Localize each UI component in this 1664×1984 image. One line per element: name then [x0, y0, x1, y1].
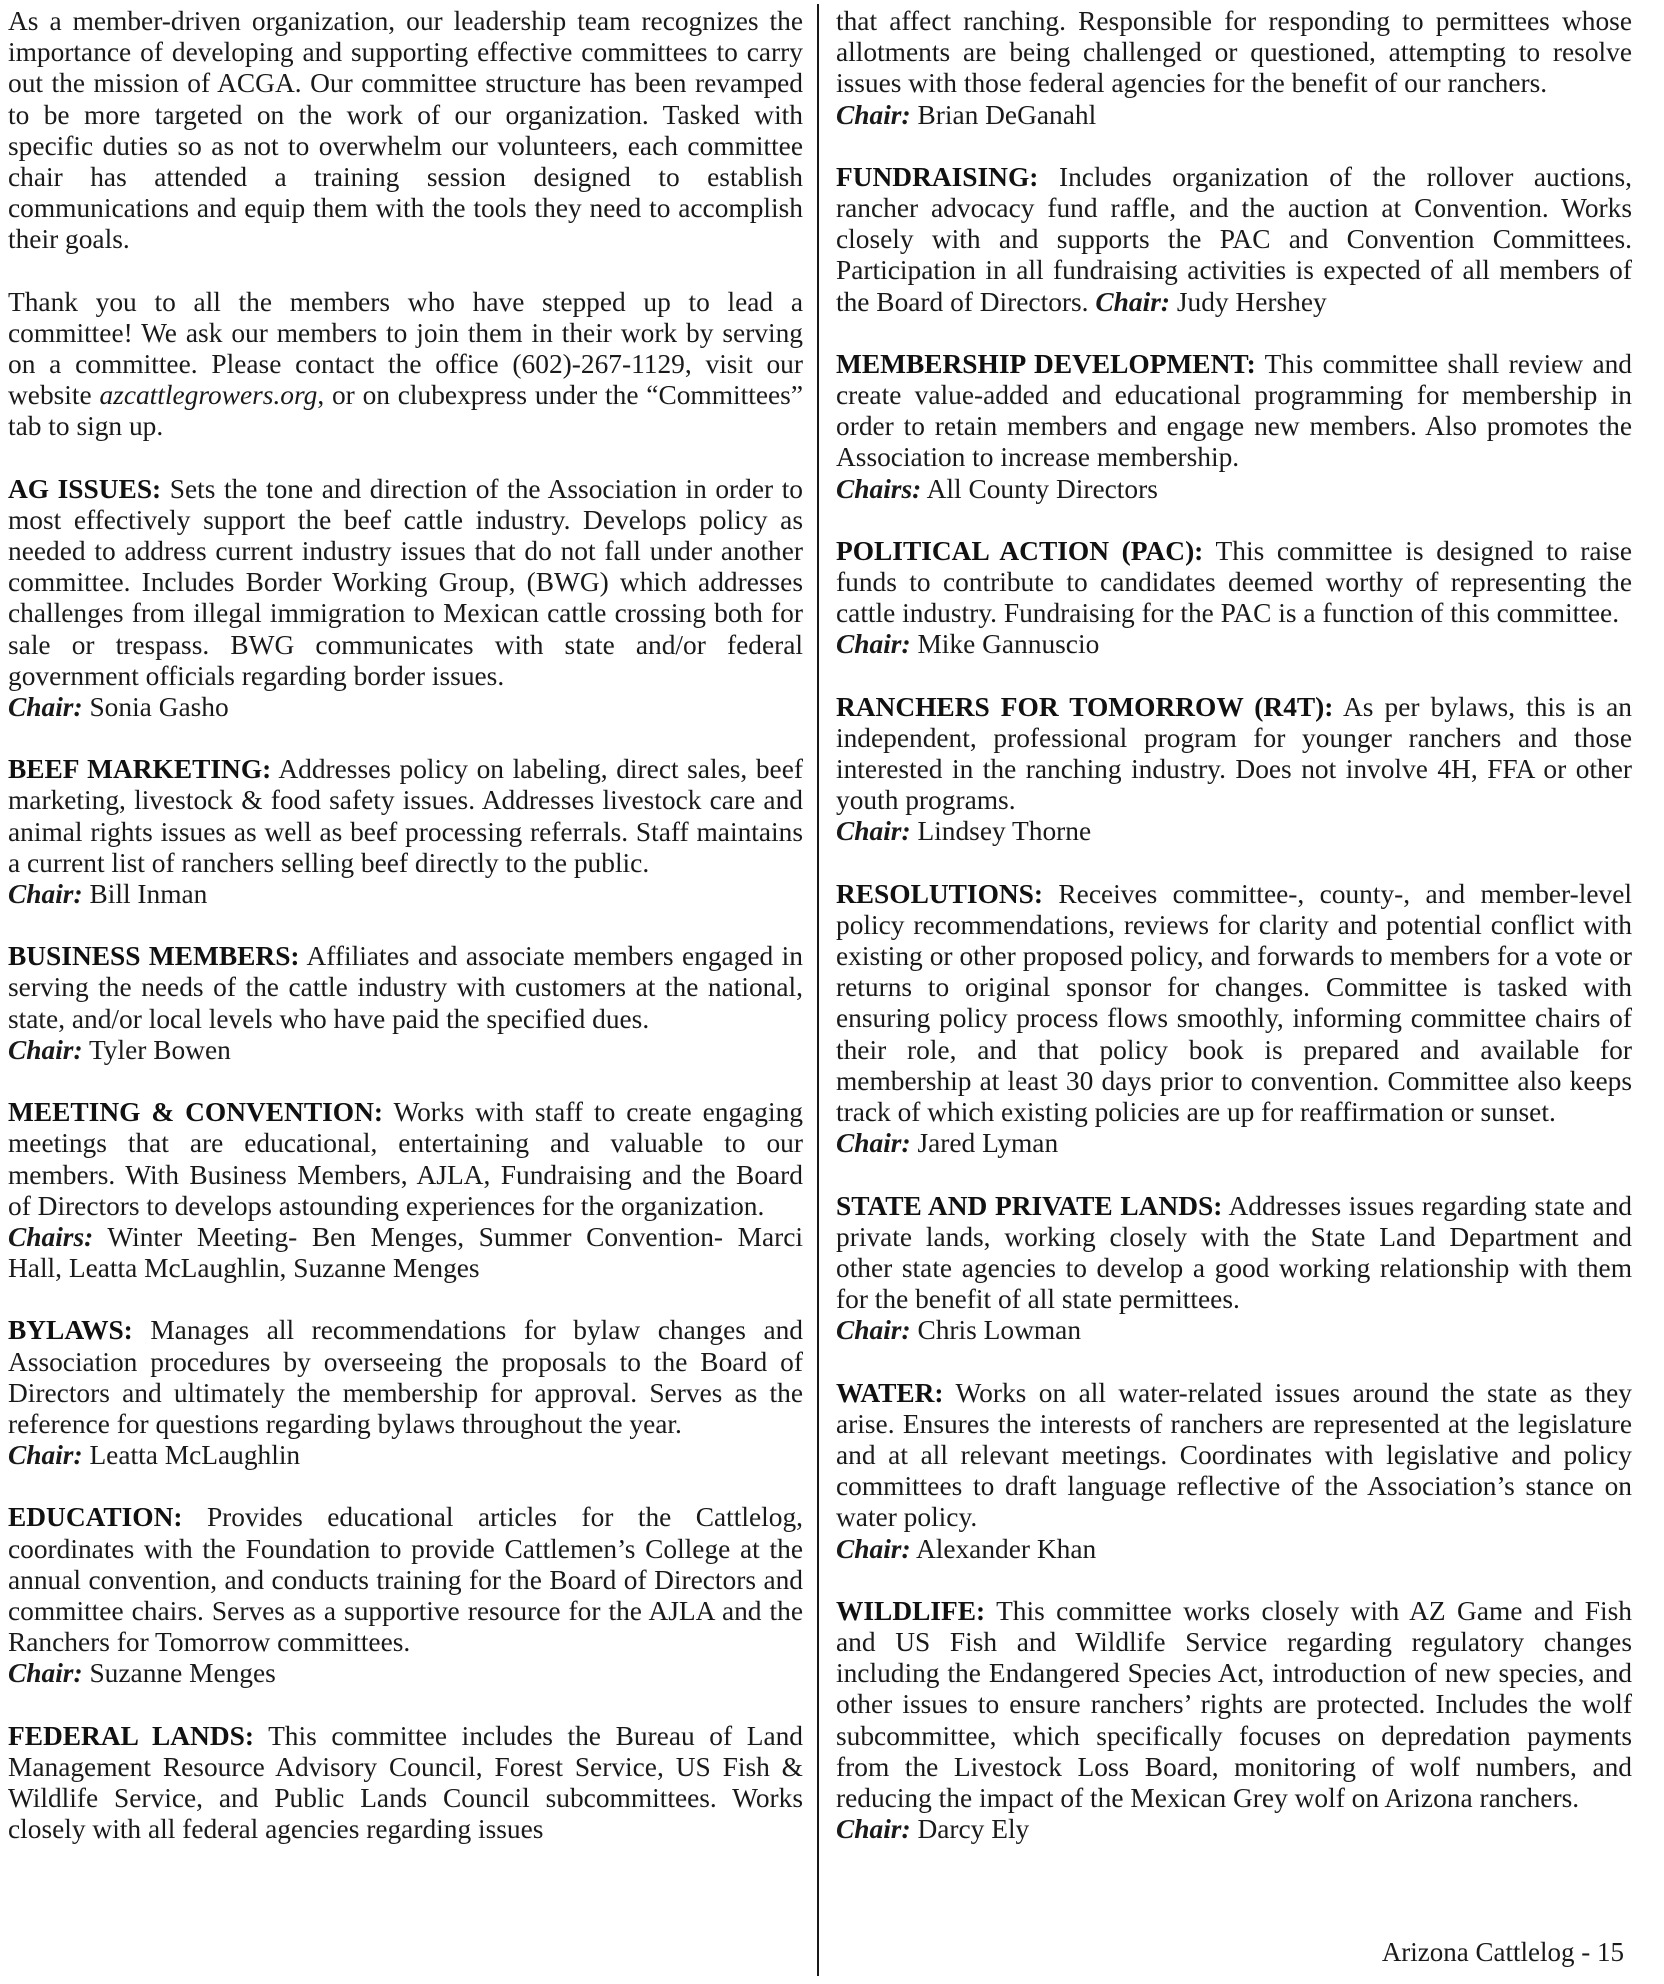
- committee-description: Sets the tone and direction of the Association in order to most effectively support the beef cattle industry. Develops policy as needed to address current industry issues that do not fall under another committee. Includes Border Working Group, (BWG) which addresses challenges from illegal immigration to Mexican cattle crossing both for sale or trespass. BWG communicates with state and/or federal government officials regarding border issues.: [8, 473, 804, 691]
- committee-chair: Chair: Brian DeGanahl: [836, 99, 1097, 130]
- committee-description: This committee works closely with AZ Game and Fish and US Fish and Wildlife Service regarding regulatory changes including the Endangered Species Act, introduction of new species, and other issues to ensure ranchers’ rights are protected. Includes the wolf subcommittee, which specifically focuses on depredation payments from the Livestock Loss Board, monitoring of wolf numbers, and reducing the impact of the Mexican Grey wolf on Arizona ranchers.: [836, 1595, 1633, 1813]
- committee-heading: POLITICAL ACTION (PAC):: [836, 535, 1204, 566]
- committee-chair: Chair: Mike Gannuscio: [836, 629, 1100, 660]
- committee-education: [8, 1502, 803, 1689]
- committee-chair: Chairs: Winter Meeting- Ben Menges, Summer Convention- Marci Hall, Leatta McLaughlin, Suzanne Menges: [8, 1221, 803, 1284]
- committee-water: [836, 1378, 1632, 1565]
- page-footer: Arizona Cattlelog - 15: [1381, 1937, 1624, 1967]
- committee-federal-lands-part1: [8, 1721, 803, 1846]
- committee-description: Works on all water-related issues around the state as they arise. Ensures the interests of ranchers are represented at the legislature and at all relevant meetings. Coordinates with legislative and policy committees to draft language reflective of the Association’s stance on water policy.: [836, 1377, 1632, 1533]
- committee-heading: WATER:: [836, 1377, 944, 1408]
- committee-heading: BEEF MARKETING:: [8, 754, 272, 785]
- committee-heading: MEETING & CONVENTION:: [8, 1097, 383, 1128]
- committee-chair: Chair: Bill Inman: [8, 879, 208, 910]
- committee-resolutions: [836, 879, 1632, 1160]
- committee-description: This committee shall review and create value-added and educational programming for membership in order to retain members and engage new members. Also promotes the Association to increase membership.: [836, 348, 1632, 473]
- committee-description: Includes organization of the rollover auctions, rancher advocacy fund raffle, and the auction at Convention. Works closely with and supports the PAC and Convention Committees. Participation in all fundraising activities is expected of all members of the Board of Directors.: [836, 161, 1632, 317]
- committee-chair: Chair: Alexander Khan: [836, 1533, 1097, 1564]
- committee-state-private-lands: [836, 1191, 1632, 1347]
- committee-heading: BUSINESS MEMBERS:: [8, 941, 300, 972]
- committee-chair: Judy Hershey: [1176, 286, 1327, 317]
- committee-chair: Chairs: All County Directors: [836, 473, 1158, 504]
- committee-heading: WILDLIFE:: [836, 1595, 986, 1626]
- committee-heading: BYLAWS:: [8, 1315, 133, 1346]
- committee-heading: AG ISSUES:: [8, 473, 162, 504]
- committee-chair: Chair: Sonia Gasho: [8, 692, 229, 723]
- committee-chair: Chair: Darcy Ely: [836, 1814, 1030, 1845]
- committee-heading: FUNDRAISING:: [836, 161, 1039, 192]
- committee-r4t: [836, 692, 1632, 848]
- committee-description: Works with staff to create engaging meetings that are educational, entertaining and valuable to our members. With Business Members, AJLA, Fundraising and the Board of Directors to develops astounding experiences for the organization.: [8, 1097, 803, 1221]
- committee-description: Addresses policy on labeling, direct sales, beef marketing, livestock & food safety issues. Addresses livestock care and animal rights issues as well as beef processing referrals. Staff maintains a current list of ranchers selling beef directly to the public.: [8, 754, 803, 878]
- intro-paragraph: As a member-driven organization, our leadership team recognizes the importance of developing and supporting effective committees to carry out the mission of ACGA. Our committee structure has been revamped to be more targeted on the work of our organization. Tasked with specific duties so as not to overwhelm our volunteers, each committee chair has attended a training session designed to establish communications and equip them with the tools they need to accomplish their goals.: [8, 6, 803, 255]
- committee-heading: EDUCATION:: [8, 1502, 183, 1533]
- committee-chair: Chair: Jared Lyman: [836, 1128, 1059, 1159]
- column-divider: [817, 4, 819, 1976]
- committee-meeting-convention: [8, 1097, 803, 1284]
- committee-heading: STATE AND PRIVATE LANDS:: [836, 1190, 1223, 1221]
- committee-description: that affect ranching. Responsible for responding to permittees whose allotments are being challenged or questioned, attempting to resolve issues with those federal agencies for the benefit of our ranchers.: [836, 6, 1632, 99]
- committee-beef-marketing: [8, 754, 803, 910]
- committee-heading: FEDERAL LANDS:: [8, 1720, 254, 1751]
- committee-description: Addresses issues regarding state and private lands, working closely with the State Land Department and other state agencies to develop a good working relationship with them for the benefit of all state permittees.: [836, 1190, 1632, 1315]
- committee-membership-development: [836, 349, 1632, 505]
- committee-description: This committee includes the Bureau of Land Management Resource Advisory Council, Forest Service, US Fish & Wildlife Service, and Public Lands Council subcommittees. Works closely with all federal agencies regarding issues: [8, 1720, 803, 1845]
- committee-description: Receives committee-, county-, and member-level policy recommendations, reviews for clarity and potential conflict with existing or other proposed policy, and forwards to members for a vote or returns to original sponsor for changes. Committee is tasked with ensuring policy process flows smoothly, informing committee chairs of their role, and that policy book is prepared and available for membership at least 30 days prior to convention. Committee also keeps track of which existing policies are up for reaffirmation or sunset.: [836, 878, 1632, 1128]
- committee-description: Provides educational articles for the Cattlelog, coordinates with the Foundation to provide Cattlemen’s College at the annual convention, and conducts training for the Board of Directors and committee chairs. Serves as a supportive resource for the AJLA and the Ranchers for Tomorrow committees.: [8, 1502, 803, 1658]
- committee-description: As per bylaws, this is an independent, professional program for younger ranchers and those interested in the ranching industry. Does not involve 4H, FFA or other youth programs.: [836, 691, 1633, 816]
- committee-chair: Chair: Lindsey Thorne: [836, 816, 1092, 847]
- committee-business-members: [8, 941, 803, 1066]
- committee-heading: RESOLUTIONS:: [836, 878, 1044, 909]
- committee-heading: MEMBERSHIP DEVELOPMENT:: [836, 348, 1256, 379]
- committee-chair-label: Chair:: [1095, 286, 1170, 317]
- committee-chair: Chair: Tyler Bowen: [8, 1034, 231, 1065]
- committee-chair: Chair: Chris Lowman: [836, 1315, 1082, 1346]
- committee-description: Affiliates and associate members engaged in serving the needs of the cattle industry with customers at the national, state, and/or local levels who have paid the specified dues.: [8, 941, 803, 1034]
- left-column: [8, 6, 803, 1876]
- committee-description: This committee is designed to raise funds to contribute to candidates deemed worthy of representing the cattle industry. Fundraising for the PAC is a function of this committee.: [836, 535, 1632, 629]
- committee-description: Manages all recommendations for bylaw changes and Association procedures by overseeing the proposals to the Board of Directors and ultimately the membership for approval. Serves as the reference for questions regarding bylaws throughout the year.: [8, 1315, 803, 1439]
- committee-wildlife: [836, 1596, 1632, 1846]
- committee-federal-lands-part2: [836, 6, 1632, 131]
- committee-bylaws: [8, 1315, 803, 1471]
- website-link[interactable]: azcattlegrowers.org: [99, 380, 318, 411]
- committee-chair: Chair: Suzanne Menges: [8, 1658, 276, 1689]
- intro-contact-paragraph: Thank you to all the members who have stepped up to lead a committee! We ask our members to join them in their work by serving on a committee. Please contact the office (602)-267-1129, visit our website azcattlegrowers.org, or on clubexpress under the “Committees” tab to sign up.: [8, 286, 803, 442]
- committee-fundraising: [836, 162, 1632, 318]
- committee-ag-issues: [8, 474, 803, 724]
- committee-heading: RANCHERS FOR TOMORROW (R4T):: [836, 691, 1334, 722]
- right-column: [836, 6, 1632, 1876]
- committee-political-action: [836, 536, 1632, 661]
- committee-chair: Chair: Leatta McLaughlin: [8, 1440, 301, 1471]
